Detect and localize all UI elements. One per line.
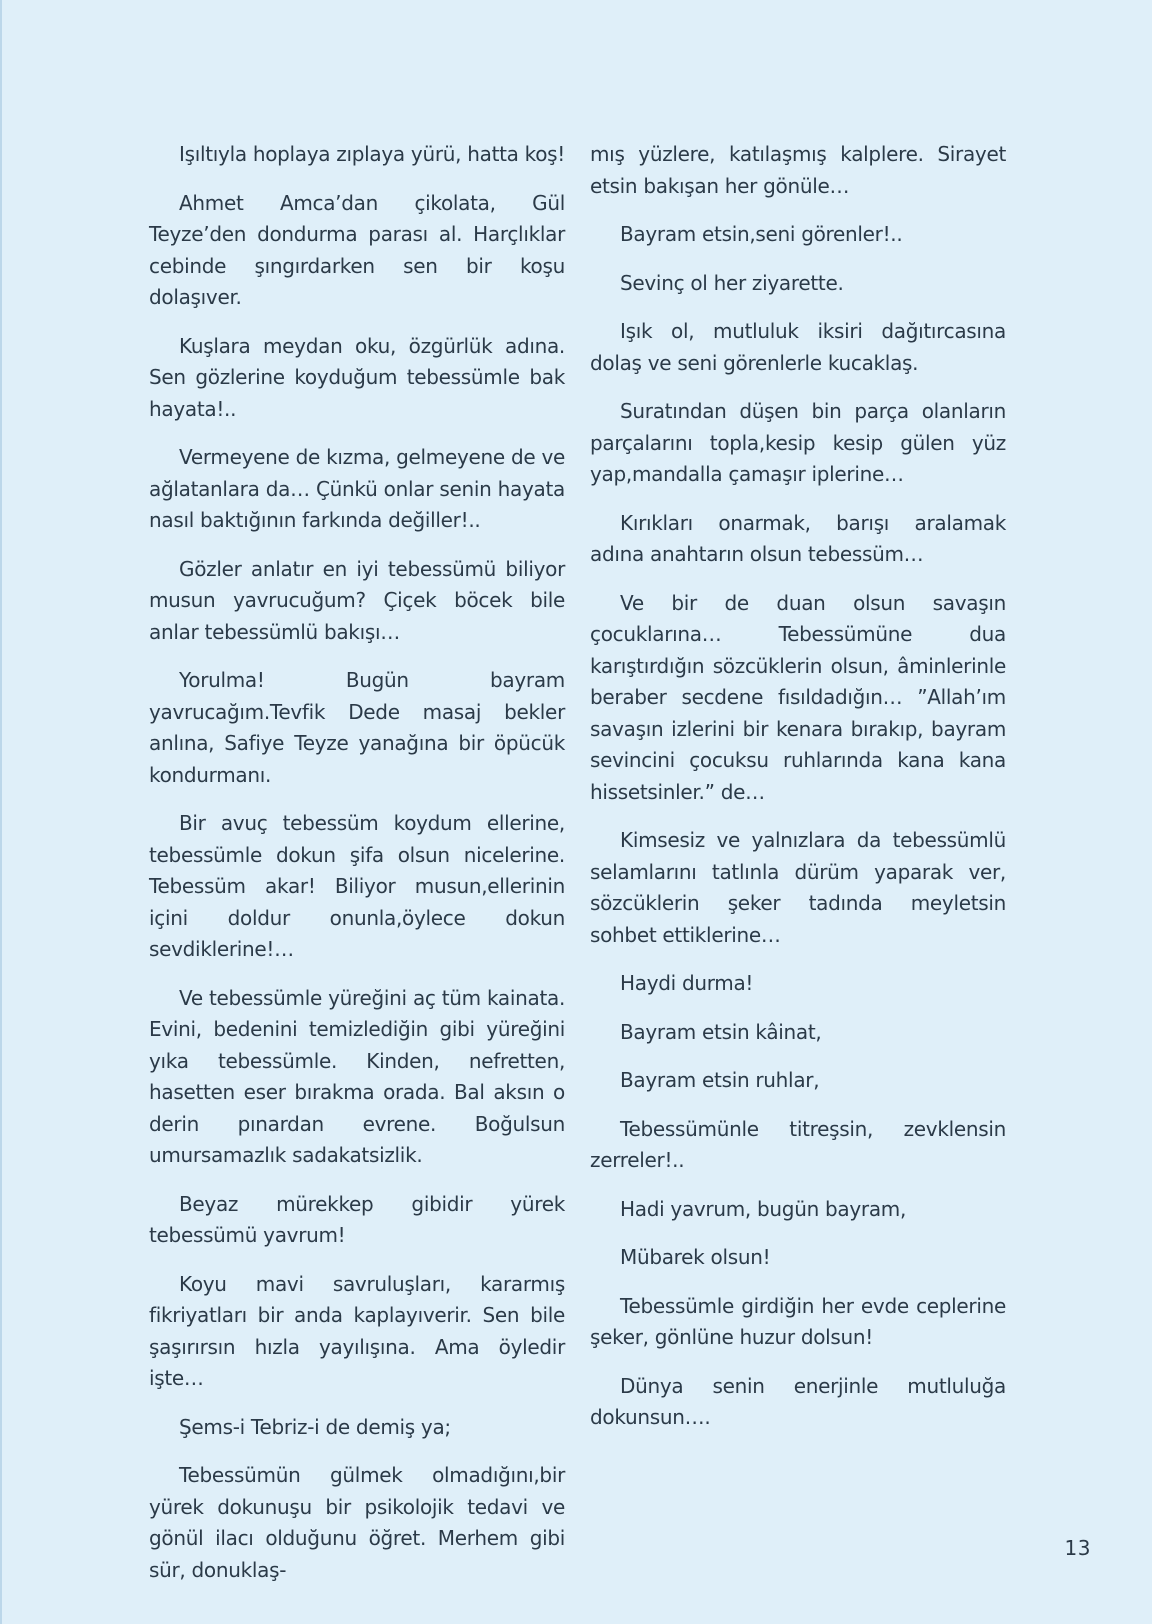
paragraph: Koyu mavi savruluşları, kararmış fikriyatları bir anda kaplayıverir. Sen bile şaşırırsın hızla yayılışına. Ama öyledir işte… bbox=[149, 1271, 565, 1390]
paragraph: Işıltıyla hoplaya zıplaya yürü, hatta koş! bbox=[179, 142, 566, 166]
paragraph: Suratından düşen bin parça olanların parçalarını topla,kesip kesip gülen yüz yap,mandalla çamaşır iplerine… bbox=[590, 399, 1006, 486]
paragraph: Vermeyene de kızma, gelmeyene de ve ağlatanlara da… Çünkü onlar senin hayata nasıl baktığının farkında değiller!.. bbox=[149, 445, 565, 532]
paragraph: Kimsesiz ve yalnızlara da tebessümlü selamlarını tatlınla dürüm yaparak ver, sözcüklerin şeker tadında meyletsin sohbet ettiklerine… bbox=[590, 828, 1006, 947]
paragraph: Ahmet Amca’dan çikolata, Gül Teyze’den dondurma parası al. Harçlıklar cebinde şıngırdarken sen bir koşu dolaşıver. bbox=[149, 190, 565, 309]
paragraph-continuation: mış yüzlere, katılaşmış kalplere. Sirayet etsin bakışan her gönüle… bbox=[590, 142, 1006, 198]
paragraph: Tebessümünle titreşsin, zevklensin zerreler!.. bbox=[590, 1116, 1006, 1172]
paragraph: Kuşlara meydan oku, özgürlük adına. Sen gözlerine koyduğum tebessümle bak hayata!.. bbox=[149, 333, 565, 421]
paragraph: Kırıkları onarmak, barışı aralamak adına anahtarın olsun tebessüm… bbox=[590, 510, 1006, 566]
right-text-column bbox=[590, 139, 1006, 1451]
paragraph: Işık ol, mutluluk iksiri dağıtırcasına dolaş ve seni görenlerle kucaklaş. bbox=[590, 319, 1006, 375]
paragraph: Ve tebessümle yüreğini aç tüm kainata. Evini, bedenini temizlediğin gibi yüreğini yıka tebessümle. Kinden, nefretten, hasetten eser bırakma orada. Bal aksın o derin pınardan evrene. Boğulsun umursamazlık sadakatsizlik. bbox=[149, 985, 565, 1167]
paragraph: Bir avuç tebessüm koydum ellerine, tebessümle dokun şifa olsun nicelerine. Tebessüm akar! Biliyor musun,ellerinin içini doldur onunla,öylece dokun sevdiklerine!… bbox=[149, 811, 565, 961]
paragraph: Tebessümle girdiğin her evde ceplerine şeker, gönlüne huzur dolsun! bbox=[590, 1293, 1006, 1349]
paragraph: Bayram etsin ruhlar, bbox=[620, 1068, 820, 1092]
paragraph: Haydi durma! bbox=[620, 971, 754, 995]
paragraph: Bayram etsin kâinat, bbox=[620, 1019, 822, 1044]
paragraph: Sevinç ol her ziyarette. bbox=[620, 270, 844, 295]
left-text-column bbox=[149, 139, 565, 1603]
paragraph: Beyaz mürekkep gibidir yürek tebessümü yavrum! bbox=[149, 1191, 565, 1247]
page-number: 13 bbox=[1064, 1536, 1091, 1560]
paragraph: Mübarek olsun! bbox=[620, 1245, 771, 1269]
paragraph: Gözler anlatır en iyi tebessümü biliyor musun yavrucuğum? Çiçek böcek bile anlar tebessümlü bakışı… bbox=[149, 556, 565, 644]
paragraph: Yorulma! Bugün bayram yavrucağım.Tevfik Dede masaj bekler anlına, Safiye Teyze yanağına bir öpücük kondurmanı. bbox=[149, 668, 565, 787]
paragraph: Bayram etsin,seni görenler!.. bbox=[620, 222, 903, 246]
paragraph: Tebessümün gülmek olmadığını,bir yürek dokunuşu bir psikolojik tedavi ve gönül ilacı olduğunu öğret. Merhem gibi sür, donuklaş- bbox=[149, 1463, 565, 1582]
paragraph: Hadi yavrum, bugün bayram, bbox=[620, 1196, 907, 1221]
paragraph: Şems-i Tebriz-i de demiş ya; bbox=[179, 1414, 451, 1439]
paragraph: Dünya senin enerjinle mutluluğa dokunsun…. bbox=[590, 1373, 1006, 1429]
paragraph: Ve bir de duan olsun savaşın çocuklarına… Tebessümüne dua karıştırdığın sözcüklerin olsun, âminlerinle beraber secdene fısıldadığın… ”Allah’ım savaşın izlerini bir kenara bırakıp, bayram sevincini çocuksu ruhlarında kana kana hissetsinler.” de… bbox=[590, 590, 1006, 804]
